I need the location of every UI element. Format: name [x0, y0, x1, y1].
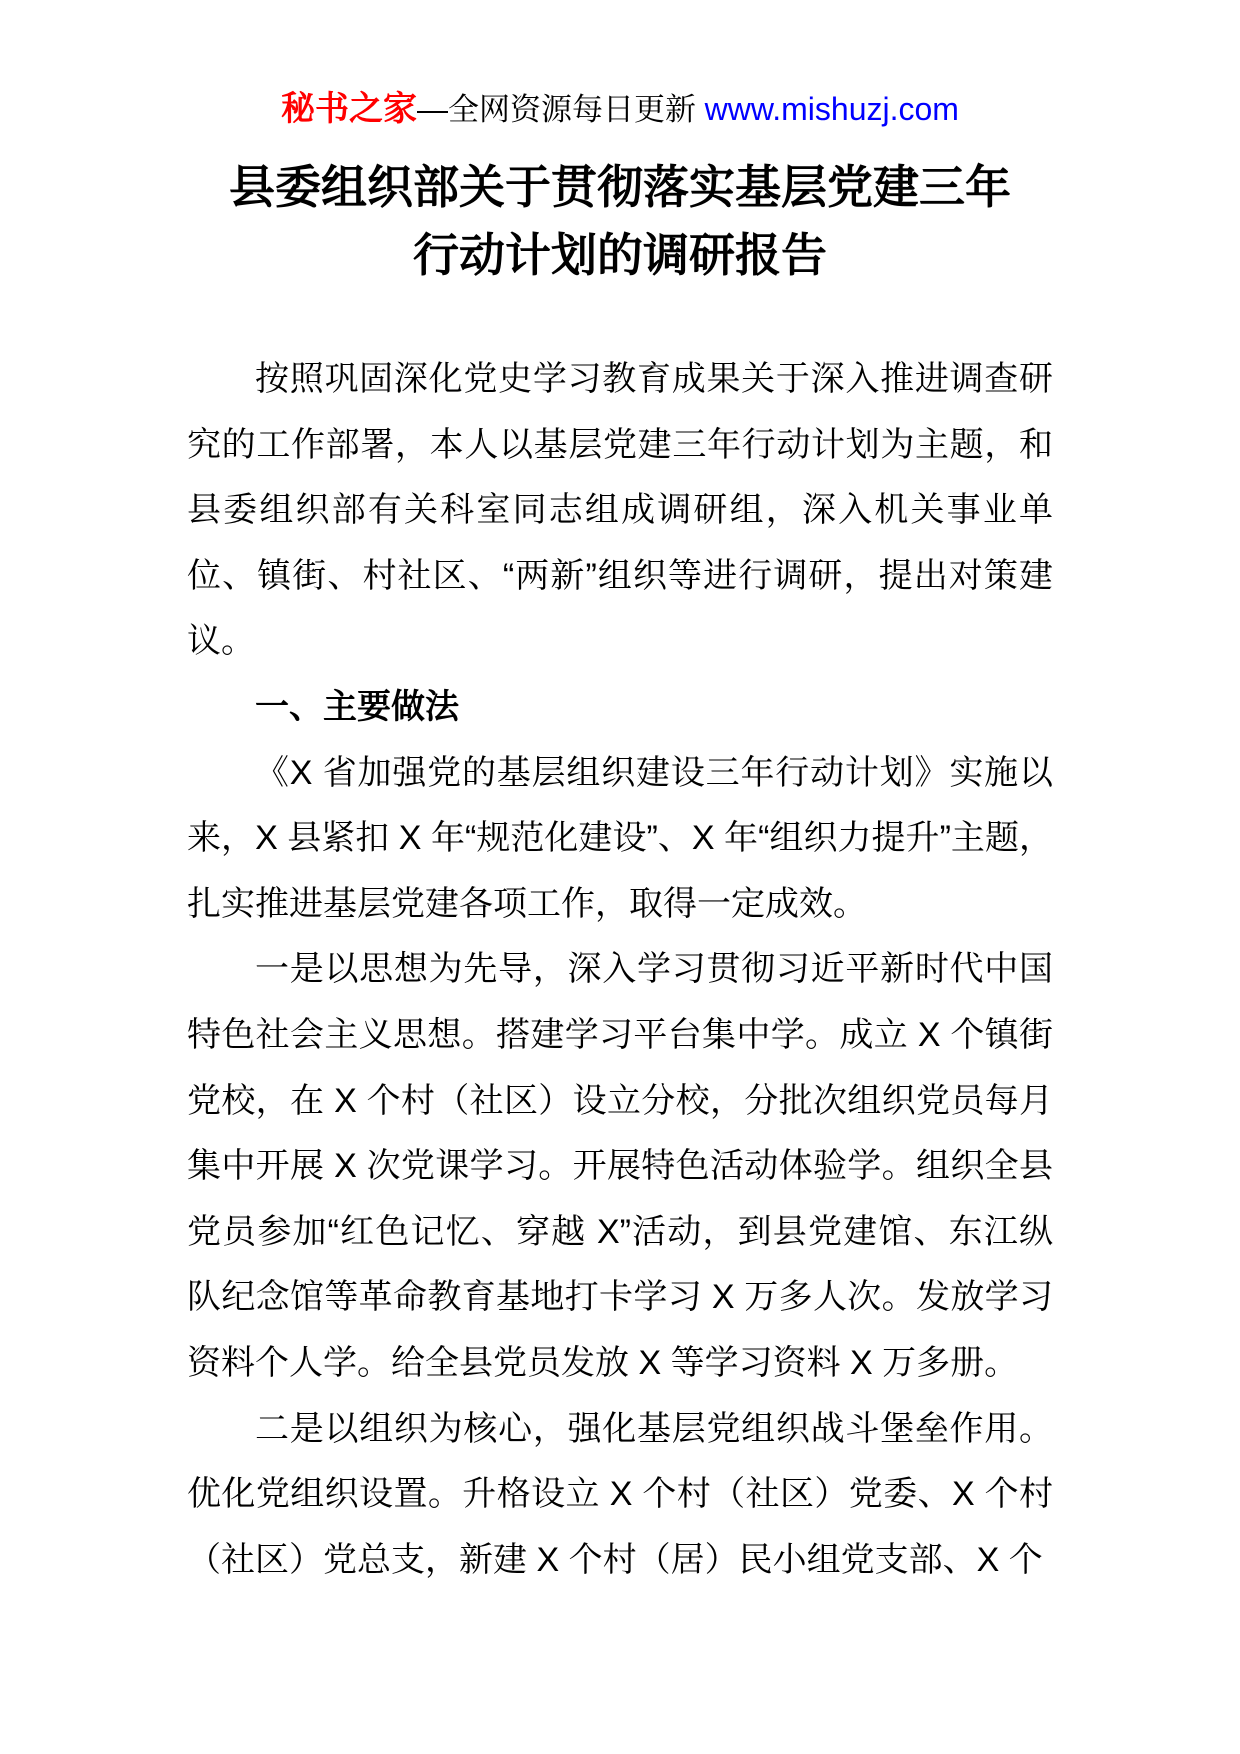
watermark-header [0, 0, 1240, 131]
paragraph-second-point-organization: 二是以组织为核心，强化基层党组织战斗堡垒作用。优化党组织设置。升格设立 X 个村（社区）党委、X 个村（社区）党总支，新建 X 个村（居）民小组党支部、X 个 [187, 1409, 1053, 1579]
document-title: 县委组织部关于贯彻落实基层党建三年行动计划的调研报告 [229, 161, 1011, 281]
paragraph-intro: 按照巩固深化党史学习教育成果关于深入推进调查研究的工作部署，本人以基层党建三年行动计划为主题，和县委组织部有关科室同志组成调研组，深入机关事业单位、镇街、村社区、“两新”组织等进行调研，提出对策建议。 [187, 360, 1053, 661]
site-name-text: 秘书之家 [281, 90, 418, 128]
header-tagline: —全网资源每日更新 [417, 92, 705, 127]
paragraph-plan-implementation: 《X 省加强党的基层组织建设三年行动计划》实施以来，X 县紧扣 X 年“规范化建设”、X 年“组织力提升”主题，扎实推进基层党建各项工作，取得一定成效。 [187, 753, 1053, 923]
document-body [187, 347, 1053, 1593]
site-url-link[interactable]: www.mishuzj.com [704, 91, 959, 127]
paragraph-first-point-ideology: 一是以思想为先导，深入学习贯彻习近平新时代中国特色社会主义思想。搭建学习平台集中学。成立 X 个镇街党校，在 X 个村（社区）设立分校，分批次组织党员每月集中开展 X 次党课学习。开展特色活动体验学。组织全县党员参加“红色记忆、穿越 X”活动，到县党建馆、东江纵队纪念馆等革命教育基地打卡学习 X 万多人次。发放学习资料个人学。给全县党员发放 X 等学习资料 X 万多册。 [187, 950, 1053, 1382]
section-heading-main-practices: 一、主要做法 [255, 687, 459, 726]
